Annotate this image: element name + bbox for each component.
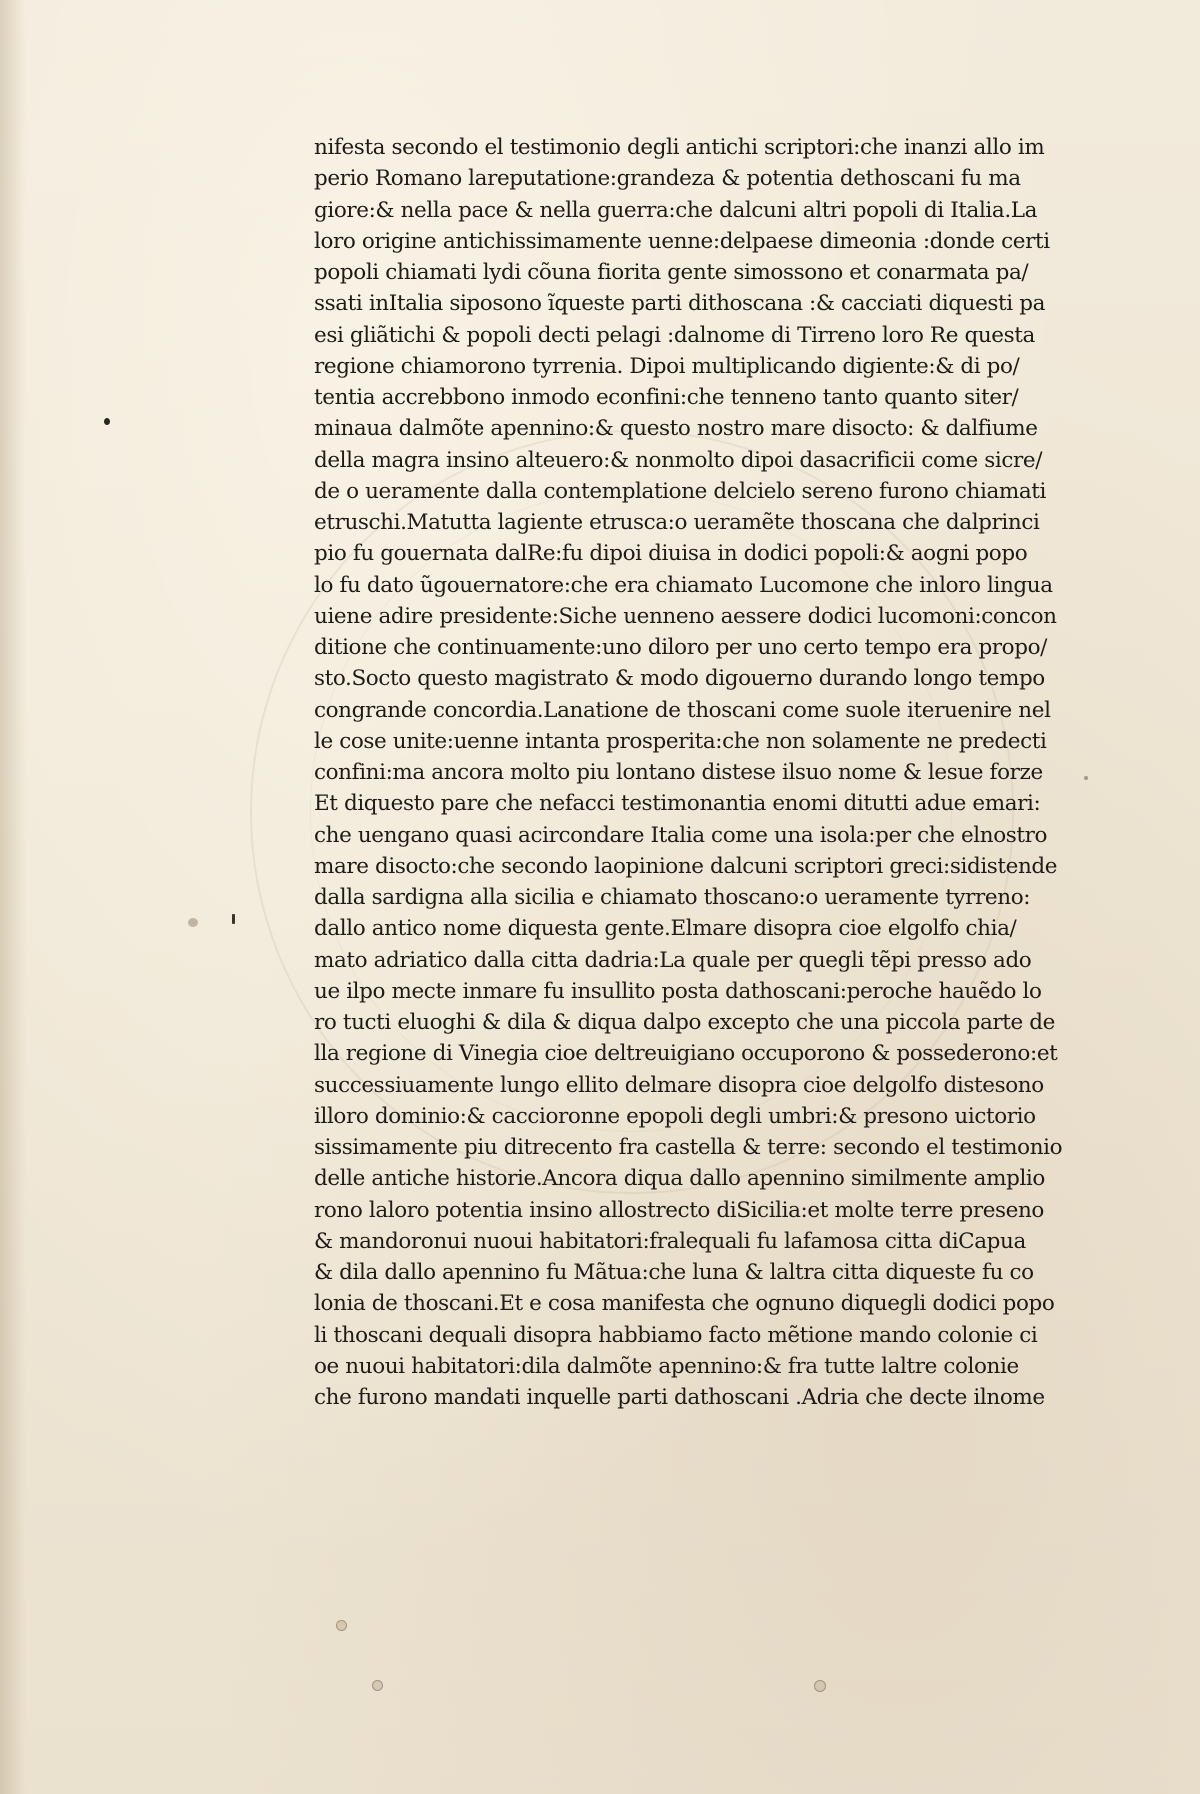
text-line: oe nuoui habitatori:dila dalmõte apennino:& fra tutte laltre colonie	[314, 1353, 1019, 1379]
text-line: ro tucti eluoghi & dila & diqua dalpo excepto che una piccola parte de	[314, 1010, 1055, 1035]
text-line: de o ueramente dalla contemplatione delcielo sereno furono chiamati	[314, 478, 1047, 504]
ink-dot	[104, 418, 110, 425]
text-line: le cose unite:uenne intanta prosperita:che non solamente ne predecti	[314, 728, 1047, 754]
text-line: giore:& nella pace & nella guerra:che dalcuni altri popoli di Italia.La	[314, 197, 1038, 223]
text-line: esi gliãtichi & popoli decti pelagi :dalnome di Tirreno loro Re questa	[314, 322, 1035, 348]
text-line: ditione che continuamente:uno diloro per uno certo tempo era propo/	[314, 635, 1047, 660]
text-line: confini:ma ancora molto piu lontano distese ilsuo nome & lesue forze	[314, 760, 1043, 785]
text-line: che uengano quasi acircondare Italia come una isola:per che elnostro	[314, 822, 1048, 848]
pinhole-mark	[372, 1680, 383, 1691]
text-line: pio fu gouernata dalRe:fu dipoi diuisa in dodici popoli:& aogni popo	[314, 541, 1028, 567]
pinhole-mark	[188, 918, 198, 927]
text-line: lo fu dato ũgouernatore:che era chiamato Lucomone che inloro lingua	[314, 572, 1053, 598]
text-line: che furono mandati inquelle parti dathoscani .Adria che decte ilnome	[314, 1385, 1045, 1410]
pinhole-mark	[814, 1680, 826, 1692]
text-line: & mandoronui nuoui habitatori:fralequali fu lafamosa citta diCapua	[314, 1228, 1026, 1254]
text-line: ue ilpo mecte inmare fu insullito posta dathoscani:peroche hauẽdo lo	[314, 978, 1042, 1004]
text-line: rono laloro potentia insino allostrecto diSicilia:et molte terre preseno	[314, 1197, 1044, 1223]
text-line: regione chiamorono tyrrenia. Dipoi multiplicando digiente:& di po/	[314, 353, 1020, 379]
text-line: uiene adire presidente:Siche uenneno aessere dodici lucomoni:concon	[314, 603, 1057, 629]
text-line: sissimamente piu ditrecento fra castella & terre: secondo el testimonio	[314, 1135, 1063, 1160]
text-line: della magra insino alteuero:& nonmolto dipoi dasacrificii come sicre/	[314, 447, 1043, 473]
text-line: mato adriatico dalla citta dadria:La quale per quegli tẽpi presso ado	[314, 947, 1032, 973]
text-line: tentia accrebbono inmodo econfini:che tenneno tanto quanto siter/	[314, 385, 1019, 410]
text-line: nifesta secondo el testimonio degli antichi scriptori:che inanzi allo im	[314, 135, 1045, 160]
text-line: dallo antico nome diquesta gente.Elmare disopra cioe elgolfo chia/	[314, 916, 1017, 942]
text-line: delle antiche historie.Ancora diqua dallo apennino similmente amplio	[314, 1166, 1045, 1192]
text-line: etruschi.Matutta lagiente etrusca:o ueramẽte thoscana che dalprinci	[314, 510, 1040, 535]
text-line: Et diquesto pare che nefacci testimonantia enomi ditutti adue emari:	[314, 791, 1041, 817]
text-line: minaua dalmõte apennino:& questo nostro mare disocto: & dalfiume	[314, 416, 1038, 442]
text-line: & dila dallo apennino fu Mãtua:che luna & laltra citta diqueste fu co	[314, 1260, 1034, 1285]
text-line: lonia de thoscani.Et e cosa manifesta che ognuno diquegli dodici popo	[314, 1291, 1055, 1317]
text-line: illoro dominio:& caccioronne epopoli degli umbri:& presono uictorio	[314, 1103, 1036, 1129]
text-line: popoli chiamati lydi cõuna fiorita gente simossono et conarmata pa/	[314, 260, 1029, 285]
text-line: mare disocto:che secondo laopinione dalcuni scriptori greci:sidistende	[314, 853, 1058, 879]
text-line: li thoscani dequali disopra habbiamo facto mẽtione mando colonie ci	[314, 1322, 1038, 1348]
text-block	[314, 132, 1074, 1413]
text-line: lla regione di Vinegia cioe deltreuigiano occuporono & possederono:et	[314, 1041, 1058, 1067]
text-line: loro origine antichissimamente uenne:delpaese dimeonia :donde certi	[314, 228, 1050, 254]
text-line: sto.Socto questo magistrato & modo digouerno durando longo tempo	[314, 666, 1045, 692]
text-line: congrande concordia.Lanatione de thoscani come suole iteruenire nel	[314, 697, 1051, 723]
text-line: successiuamente lungo ellito delmare disopra cioe delgolfo distesono	[314, 1072, 1044, 1098]
text-line: ssati inItalia siposono ĩqueste parti dithoscana :& cacciati diquesti pa	[314, 291, 1045, 317]
pinhole-mark	[336, 1620, 347, 1631]
text-line: perio Romano lareputatione:grandeza & potentia dethoscani fu ma	[314, 166, 1021, 192]
ink-tick	[232, 914, 235, 924]
margin-mark	[1084, 776, 1088, 780]
text-line: dalla sardigna alla sicilia e chiamato thoscano:o ueramente tyrreno:	[314, 885, 1031, 910]
